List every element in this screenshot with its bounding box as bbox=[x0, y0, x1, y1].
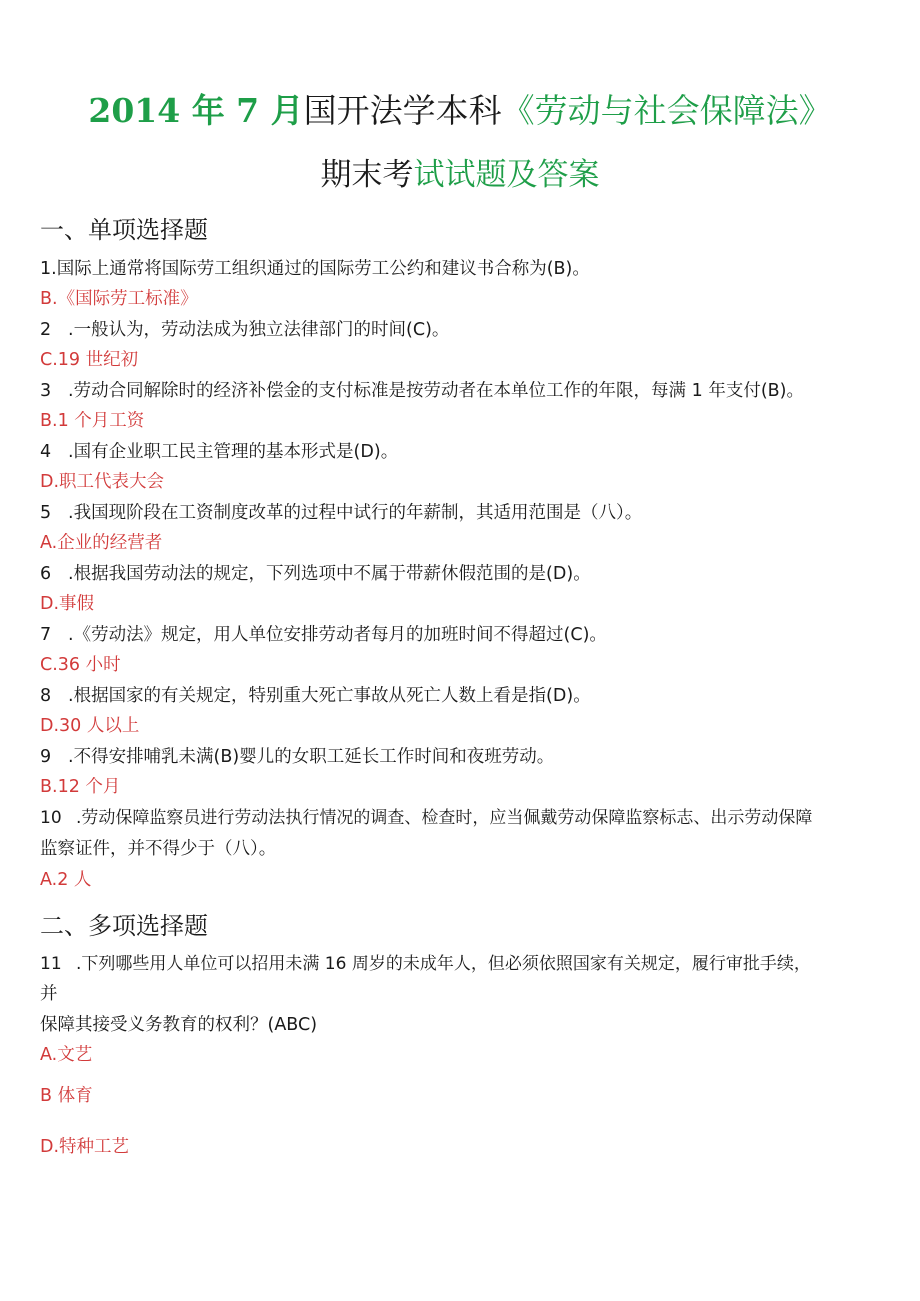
question-text: .根据我国劳动法的规定，下列选项中不属于带薪休假范围的是(D)。 bbox=[68, 564, 591, 584]
answer-3: B.1 个月工资 bbox=[40, 411, 145, 431]
section-heading-multiple-choice: 二、多项选择题 bbox=[40, 912, 208, 940]
answer-1: B.《国际劳工标准》 bbox=[40, 289, 198, 309]
question-2 bbox=[40, 315, 885, 345]
document-title-line-1 bbox=[0, 88, 920, 134]
question-number: 3 bbox=[40, 381, 52, 401]
title-exam: 期末考 bbox=[320, 157, 414, 193]
answer-10: A.2 人 bbox=[40, 870, 92, 890]
question-4 bbox=[40, 437, 885, 467]
answer-11-option-d: D.特种工艺 bbox=[40, 1137, 130, 1157]
question-text: 国际上通常将国际劳工组织通过的国际劳工公约和建议书合称为(B)。 bbox=[56, 259, 590, 279]
question-6 bbox=[40, 559, 885, 589]
title-exam-suffix: 试试题及答案 bbox=[413, 157, 600, 193]
question-number: 4 bbox=[40, 442, 52, 462]
question-7 bbox=[40, 620, 885, 650]
question-11-line-3: 保障其接受义务教育的权利？(ABC) bbox=[40, 1015, 318, 1035]
question-text: .一般认为，劳动法成为独立法律部门的时间(C)。 bbox=[68, 320, 450, 340]
title-program: 国开法学本科 bbox=[303, 91, 502, 130]
question-number: 1. bbox=[40, 259, 57, 279]
question-number: 8 bbox=[40, 686, 52, 706]
answer-11-option-a: A.文艺 bbox=[40, 1045, 93, 1065]
question-number: 10 bbox=[40, 808, 62, 828]
answer-7: C.36 小时 bbox=[40, 655, 121, 675]
question-number: 7 bbox=[40, 625, 52, 645]
question-text: .下列哪些用人单位可以招用未满 16 周岁的未成年人，但必须依照国家有关规定，履行审批手续， bbox=[76, 954, 811, 974]
question-text: .不得安排哺乳未满(B)婴儿的女职工延长工作时间和夜班劳动。 bbox=[68, 747, 555, 767]
question-number: 5 bbox=[40, 503, 52, 523]
question-11-line-2: 并 bbox=[40, 984, 58, 1004]
question-10 bbox=[40, 803, 885, 833]
answer-9: B.12 个月 bbox=[40, 777, 121, 797]
question-text: .国有企业职工民主管理的基本形式是(D)。 bbox=[68, 442, 399, 462]
question-text: .根据国家的有关规定，特别重大死亡事故从死亡人数上看是指(D)。 bbox=[68, 686, 591, 706]
question-text: .劳动保障监察员进行劳动法执行情况的调查、检查时，应当佩戴劳动保障监察标志、出示劳动保障 bbox=[76, 808, 813, 828]
question-3 bbox=[40, 376, 885, 406]
answer-6: D.事假 bbox=[40, 594, 95, 614]
question-number: 11 bbox=[40, 954, 62, 974]
question-number: 9 bbox=[40, 747, 52, 767]
question-8 bbox=[40, 681, 885, 711]
question-11 bbox=[40, 949, 885, 979]
question-text: .我国现阶段在工资制度改革的过程中试行的年薪制，其适用范围是（八）。 bbox=[68, 503, 643, 523]
section-heading-single-choice: 一、单项选择题 bbox=[40, 216, 208, 244]
question-5 bbox=[40, 498, 885, 528]
question-number: 6 bbox=[40, 564, 52, 584]
answer-5: A.企业的经营者 bbox=[40, 533, 163, 553]
question-text: .《劳动法》规定，用人单位安排劳动者每月的加班时间不得超过(C)。 bbox=[68, 625, 607, 645]
answer-8: D.30 人以上 bbox=[40, 716, 140, 736]
title-date: 2014 年 7 月 bbox=[88, 91, 304, 130]
question-10-continued: 监察证件，并不得少于（八）。 bbox=[40, 839, 277, 859]
answer-11-option-b: B 体育 bbox=[40, 1086, 93, 1106]
question-9 bbox=[40, 742, 885, 772]
question-1 bbox=[40, 254, 885, 284]
question-number: 2 bbox=[40, 320, 52, 340]
document-title-line-2 bbox=[0, 152, 920, 198]
question-text: .劳动合同解除时的经济补偿金的支付标准是按劳动者在本单位工作的年限，每满 1 年支付(B)。 bbox=[68, 381, 804, 401]
answer-2: C.19 世纪初 bbox=[40, 350, 139, 370]
title-course: 《劳动与社会保障法》 bbox=[501, 91, 832, 130]
answer-4: D.职工代表大会 bbox=[40, 472, 165, 492]
